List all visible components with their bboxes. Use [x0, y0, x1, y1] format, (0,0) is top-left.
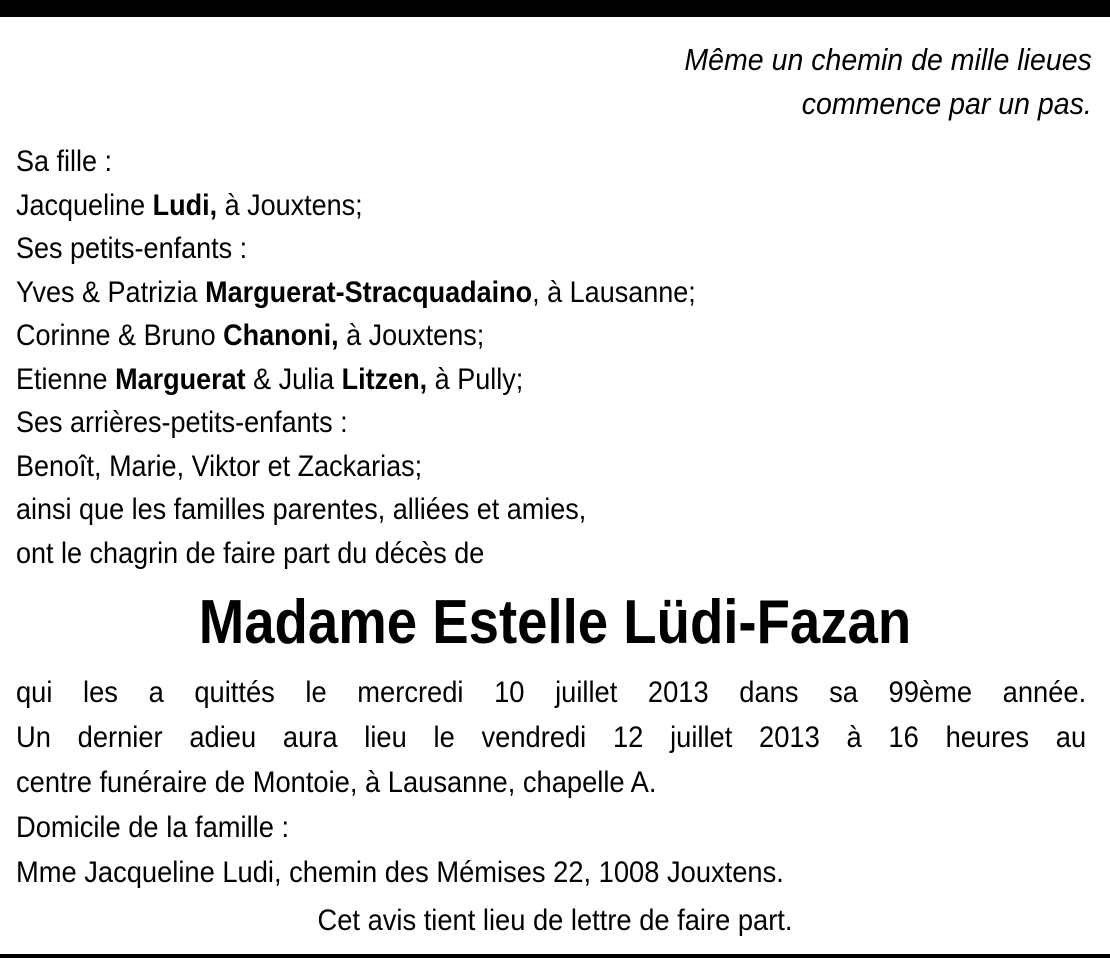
great-grandchildren-names: Benoît, Marie, Viktor et Zackarias; [16, 449, 423, 483]
ceremony-details [16, 670, 1086, 895]
surname: Marguerat [115, 362, 246, 396]
partner-surname: Litzen, [341, 362, 428, 396]
place: à Jouxtens; [217, 188, 363, 222]
first-name: Jacqueline [16, 188, 153, 222]
relatives-line: ainsi que les familles parentes, alliées et amies, [16, 493, 587, 526]
top-border-bar [0, 0, 1110, 17]
grandchild-entry [16, 271, 696, 315]
partner-name: & Julia [245, 362, 342, 396]
closing-note: Cet avis tient lieu de lettre de faire part. [317, 904, 793, 937]
family-address: Mme Jacqueline Ludi, chemin des Mémises 22, 1008 Jouxtens. [16, 856, 784, 889]
surname: Ludi, [152, 188, 218, 222]
first-name: Yves & Patrizia [16, 275, 206, 309]
ceremony-line: Un dernier adieu aura lieu le vendredi 12 juillet 2013 à 16 heures au [16, 721, 1087, 754]
great-grandchildren-heading: Ses arrières-petits-enfants : [16, 406, 348, 439]
announcement-line: ont le chagrin de faire part du décès de [16, 536, 485, 570]
place: à Pully; [427, 362, 524, 396]
daughter-entry [16, 184, 696, 228]
surname: Chanoni, [223, 319, 339, 352]
first-name: Etienne [16, 362, 116, 396]
bottom-border-rule [0, 954, 1110, 958]
location-line: centre funéraire de Montoie, à Lausanne, chapelle A. [16, 766, 657, 799]
first-name: Corinne & Bruno [16, 319, 224, 352]
quote-line-2: commence par un pas. [801, 86, 1092, 121]
domicile-heading: Domicile de la famille : [16, 811, 290, 844]
quote-line-1: Même un chemin de mille lieues [684, 42, 1092, 77]
daughter-heading: Sa fille : [16, 145, 113, 178]
place: à Jouxtens; [338, 319, 485, 352]
grandchildren-heading: Ses petits-enfants : [16, 232, 248, 265]
grandchild-entry [16, 314, 696, 358]
family-list [16, 140, 696, 575]
deceased-name: Madame Estelle Lüdi-Fazan [198, 588, 912, 657]
grandchild-entry [16, 358, 696, 402]
death-date-line: qui les a quittés le mercredi 10 juillet 2013 dans sa 99ème année. [16, 676, 1087, 709]
place: , à Lausanne; [532, 275, 696, 309]
surname: Marguerat-Stracquadaino [205, 275, 533, 309]
epigraph-quote [685, 38, 1092, 126]
